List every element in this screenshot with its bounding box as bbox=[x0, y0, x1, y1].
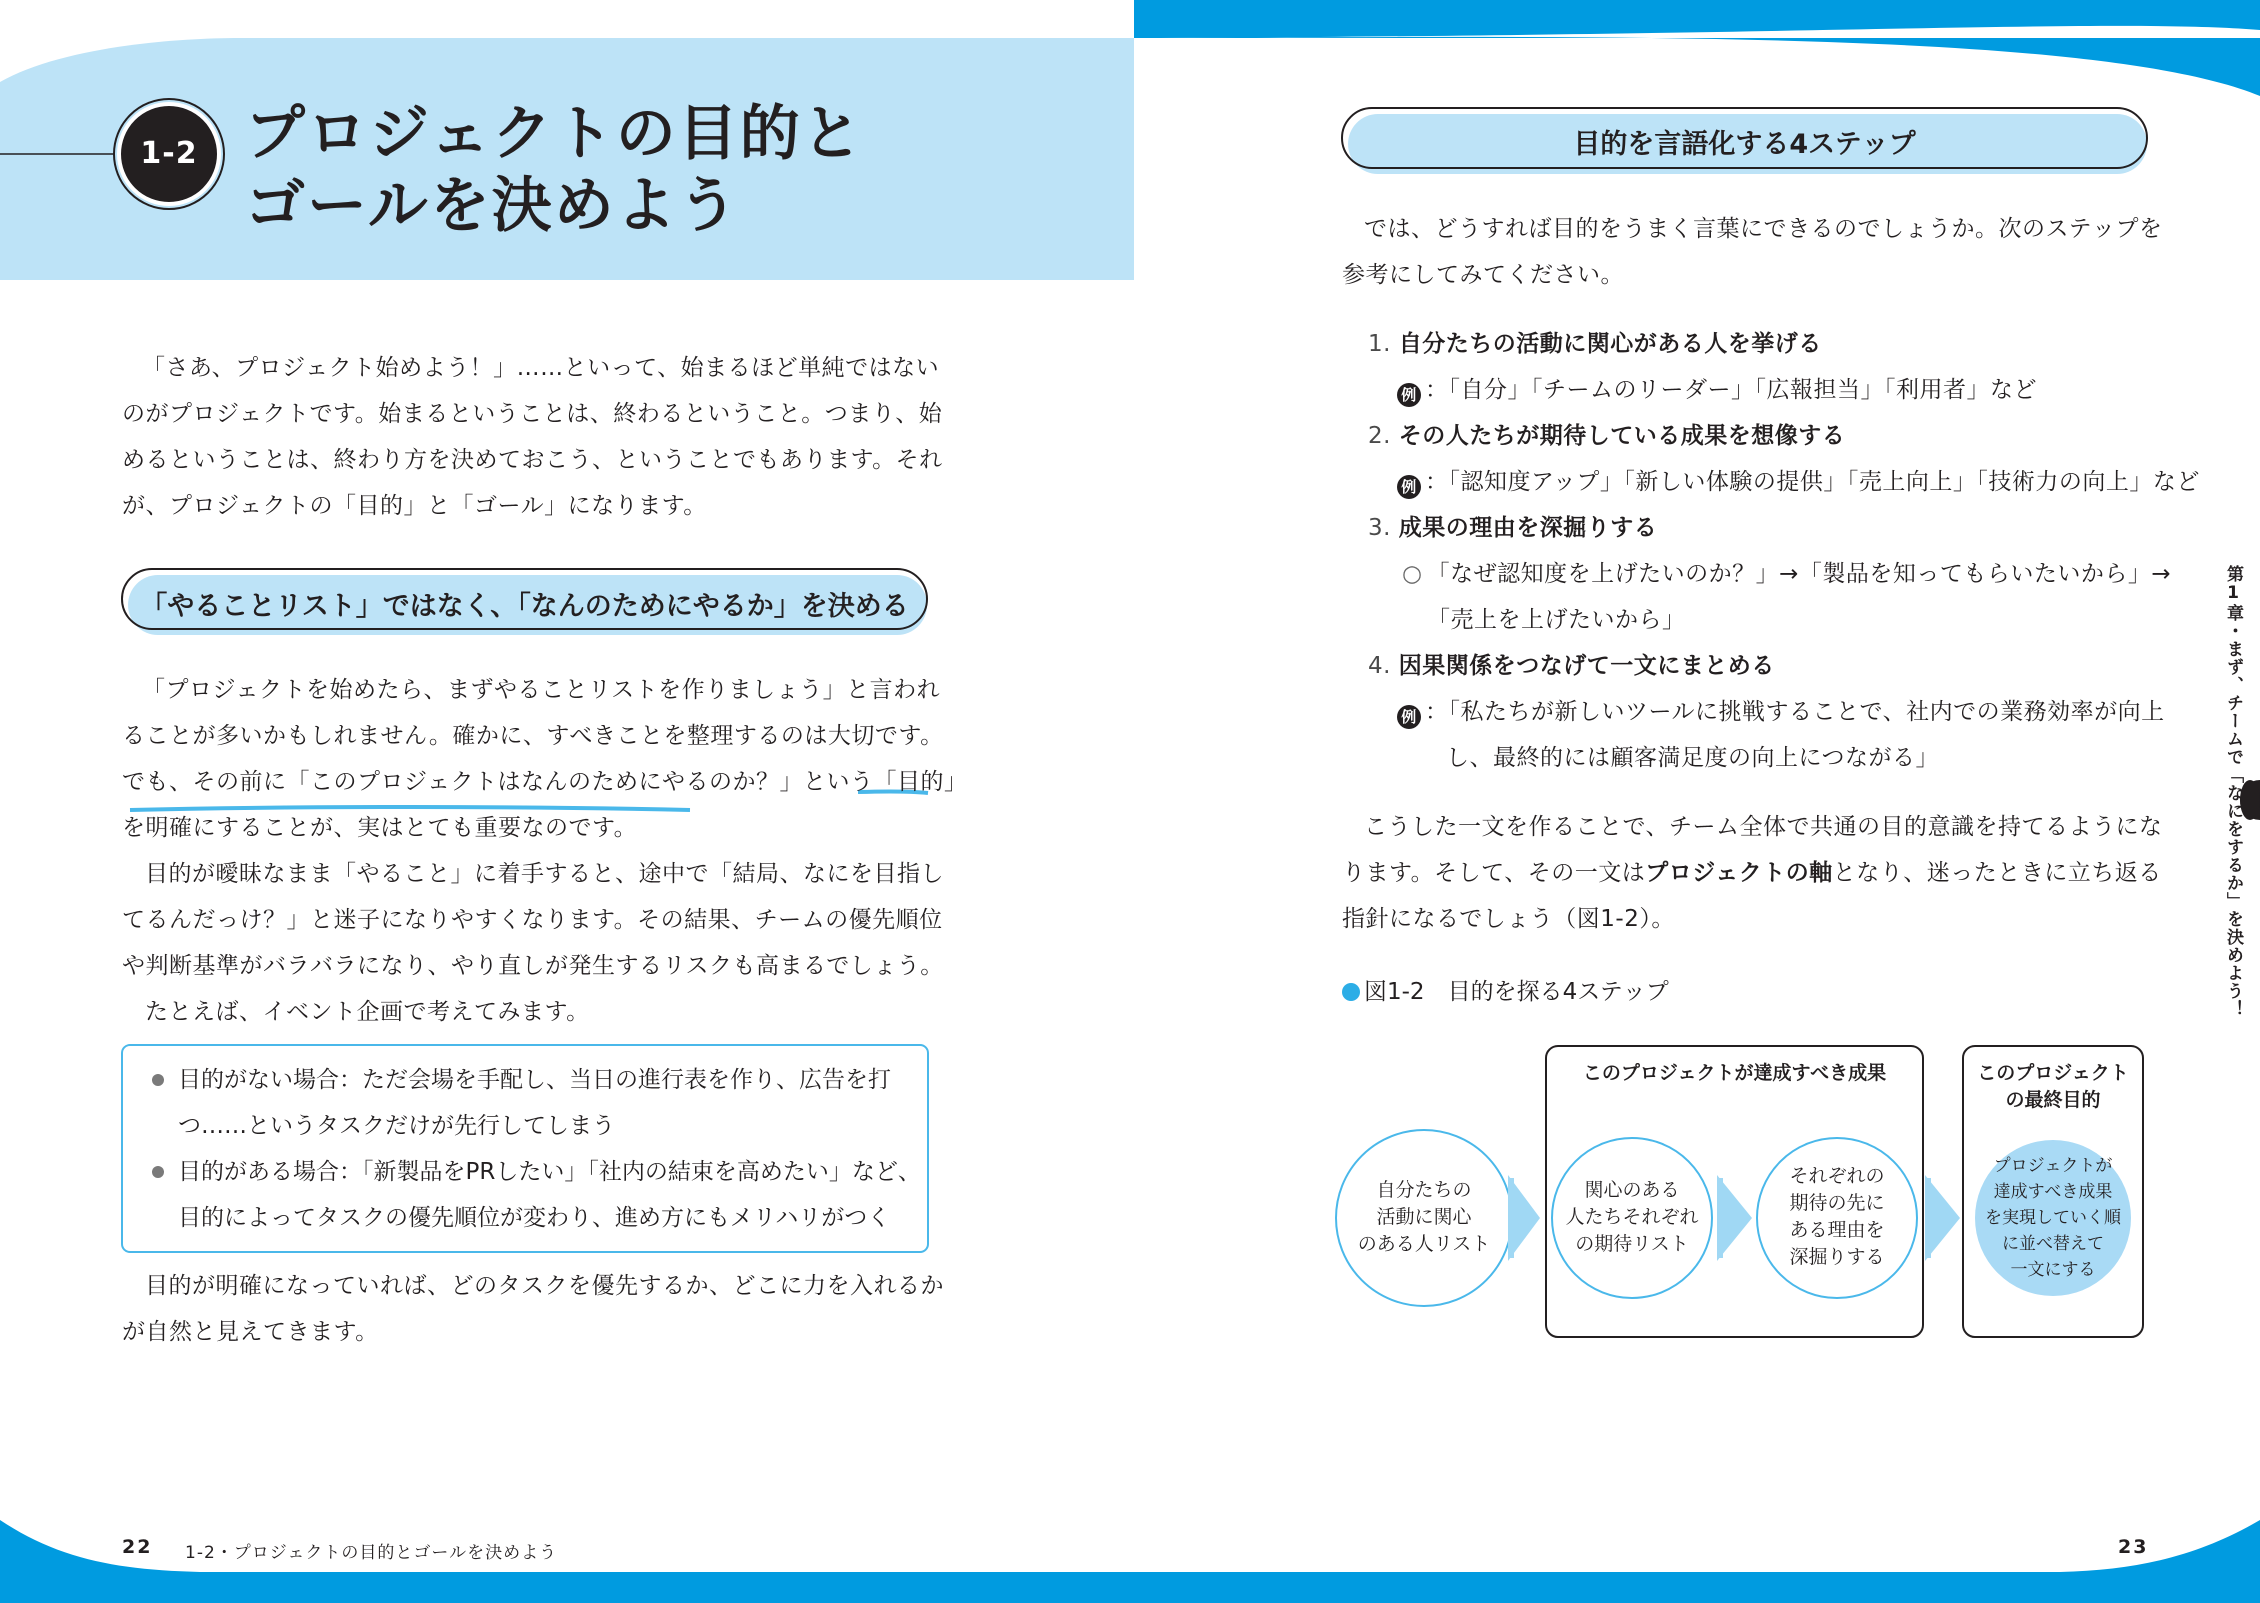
body-line: を明確にすることが、実はとても重要なのです。 bbox=[122, 815, 638, 841]
intro-line: めるということは、終わり方を決めておこう、ということでもあります。それ bbox=[122, 447, 943, 473]
page-title-line1: プロジェクトの目的と bbox=[245, 99, 864, 169]
figure-circle-3-text: それぞれの 期待の先に ある理由を 深掘りする bbox=[1789, 1165, 1885, 1268]
section-number: 1-2 bbox=[140, 136, 198, 171]
bullet-line: つ……というタスクだけが先行してしまう bbox=[178, 1113, 615, 1139]
closing-line: 目的が明確になっていれば、どのタスクを優先するか、どこに力を入れるか bbox=[145, 1273, 944, 1299]
body-line: 「プロジェクトを始めたら、まずやることリストを作りましょう」と言われ bbox=[142, 677, 941, 703]
step-detail: 「売上を上げたいから」 bbox=[1427, 607, 1686, 633]
figure-circle-1-text: 自分たちの 活動に関心 のある人リスト bbox=[1357, 1179, 1491, 1255]
body-line: や判断基準がバラバラになり、やり直しが発生するリスクも高まるでしょう。 bbox=[122, 953, 944, 979]
body-line: 目的が曖昧なまま「やること」に着手すると、途中で「結局、なにを目指し bbox=[145, 861, 944, 887]
step-item: 2. その人たちが期待している成果を想像する bbox=[1368, 423, 1846, 449]
intro-line: 「さあ、プロジェクト始めよう！」……といって、始まるほど単純ではない bbox=[142, 355, 940, 381]
top-band bbox=[1134, 0, 2260, 38]
step-detail: し、最終的には顧客満足度の向上につながる」 bbox=[1446, 745, 1940, 771]
closing-line: こうした一文を作ることで、チーム全体で共通の目的意識を持てるようにな bbox=[1364, 814, 2163, 840]
figure-box-outcomes-title: このプロジェクトが達成すべき成果 bbox=[1582, 1062, 1887, 1084]
page-number-left: 22 bbox=[122, 1536, 153, 1558]
step-detail: ○ 「なぜ認知度を上げたいのか？」→「製品を知ってもらいたいから」→ bbox=[1402, 561, 2172, 587]
step-item: 1. 自分たちの活動に関心がある人を挙げる bbox=[1368, 331, 1822, 357]
running-head: 1-2・プロジェクトの目的とゴールを決めよう bbox=[185, 1543, 558, 1563]
step-item: 4. 因果関係をつなげて一文にまとめる bbox=[1368, 653, 1775, 679]
figure-box-goal-title-2: の最終目的 bbox=[2005, 1089, 2101, 1111]
page-number-right: 23 bbox=[2118, 1536, 2149, 1558]
intro-line: のがプロジェクトです。始まるということは、終わるということ。つまり、始 bbox=[122, 401, 943, 427]
body-line: たとえば、イベント企画で考えてみます。 bbox=[145, 999, 590, 1025]
page-title-line2: ゴールを決めよう bbox=[245, 171, 740, 241]
body-line: てるんだっけ？」と迷子になりやすくなります。その結果、チームの優先順位 bbox=[122, 907, 943, 933]
bullet-line: 目的がある場合：「新製品をPRしたい」「社内の結束を高めたい」など、 bbox=[178, 1159, 921, 1185]
intro-line: 参考にしてみてください。 bbox=[1342, 262, 1624, 288]
figure-circle-2-text: 関心のある 人たちそれぞれ の期待リスト bbox=[1565, 1179, 1699, 1255]
intro-line: では、どうすれば目的をうまく言葉にできるのでしょうか。次のステップを bbox=[1364, 216, 2163, 242]
closing-line: ります。そして、その一文はプロジェクトの軸となり、迷ったときに立ち返る bbox=[1342, 860, 2162, 886]
closing-line: が自然と見えてきます。 bbox=[122, 1319, 379, 1345]
figure-caption: 図1-2 目的を探る4ステップ bbox=[1342, 973, 1669, 1006]
section-heading-right: 目的を言語化する4ステップ bbox=[1573, 129, 1916, 160]
step-detail: 例 ：「私たちが新しいツールに挑戦することで、社内での業務効率が向上 bbox=[1397, 689, 2165, 735]
figure-circle-4-text: プロジェクトが 達成すべき成果 を実現していく順 に並べ替えて 一文にする bbox=[1985, 1156, 2121, 1280]
section-heading-left: 「やることリスト」ではなく、「なんのためにやるか」を決める bbox=[140, 591, 909, 622]
body-line: ることが多いかもしれません。確かに、すべきことを整理するのは大切です。 bbox=[122, 723, 944, 749]
caption-dot-icon bbox=[1342, 983, 1360, 1001]
step-detail: 例 ：「認知度アップ」「新しい体験の提供」「売上向上」「技術力の向上」など bbox=[1397, 459, 2200, 505]
bullet-line: 目的がない場合：ただ会場を手配し、当日の進行表を作り、広告を打 bbox=[178, 1067, 891, 1093]
step-detail: 例 ：「自分」「チームのリーダー」「広報担当」「利用者」など bbox=[1397, 367, 2037, 413]
chapter-side-label: 第1章・まず、チームで「なにをするか」を決めよう！ bbox=[2223, 565, 2243, 1018]
closing-line: 指針になるでしょう（図1-2）。 bbox=[1342, 906, 1675, 932]
bullet-line: 目的によってタスクの優先順位が変わり、進め方にもメリハリがつく bbox=[178, 1205, 891, 1231]
figure-box-goal-title-1: このプロジェクト bbox=[1977, 1062, 2129, 1084]
intro-line: が、プロジェクトの「目的」と「ゴール」になります。 bbox=[122, 493, 707, 519]
body-line: でも、その前に「このプロジェクトはなんのためにやるのか？」という「目的」 bbox=[122, 769, 968, 795]
step-item: 3. 成果の理由を深掘りする bbox=[1368, 515, 1658, 541]
